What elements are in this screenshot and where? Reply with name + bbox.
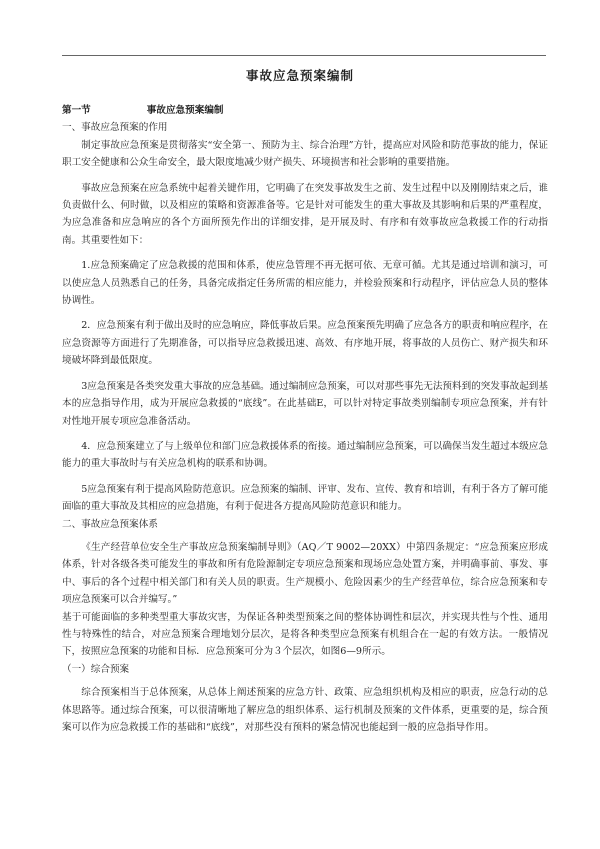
header-rule [62,55,546,56]
subheading-purpose: 一、事故应急预案的作用 [62,122,168,134]
list-item: 2．应急预案有利于做出及时的应急响应，降低事故后果。应急预案预先明确了应急各方的职责和响应程序，在应急资源等方面进行了先期准备，可以指导应急救援迅速、高效、有序地开展，将事故的人员伤亡、财产损失和环境破坏降到最低限度。 [62,320,548,367]
document-body [62,102,548,736]
subheading-comprehensive: （一）综合预案 [62,663,130,675]
list-item: 5应急预案有利于提高风险防范意识。应急预案的编制、评审、发布、宣传、教育和培训，有利于各方了解可能面临的重大事故及其相应的应急措施，有利于促进各方提高风险防范意识和能力。 [62,483,548,513]
section-number: 第一节 [62,105,91,116]
paragraph: 事故应急预案在应急系统中起着关键作用，它明确了在突发事故发生之前、发生过程中以及刚刚结束之后，谁负责做什么、何时做，以及相应的策略和资源准备等。它是针对可能发生的重大事故及其影响和后果的严重程度，为应急准备和应急响应的各个方面所预先作出的详细安排，是开展及时、有序和有效事故应急救援工作的行动指南。其重要性如下： [62,182,548,246]
section-name: 事故应急预案编制 [146,105,224,116]
paragraph: 《生产经营单位安全生产事故应急预案编制导则》（AQ／T 9002—20XX）中第四条规定：“应急预案应形成体系，针对各级各类可能发生的事故和所有危险源制定专项应急预案和现场应急处置方案，并明确事前、事发、事中、事后的各个过程中相关部门和有关人员的职责。生产规模小、危险因素少的生产经营单位，综合应急预案和专项应急预案可以合并编写。” [62,541,548,606]
list-item: 3应急预案是各类突发重大事故的应急基础。通过编制应急预案，可以对那些事先无法预料到的突发事故起到基本的应急指导作用，成为开展应急救援的“底线”。在此基础E，可以针对特定事故类别编制专项应急预案，并有针对性地开展专项应急准备活动。 [62,380,548,427]
list-item: 1.应急预案确定了应急救援的范围和体系，使应急管理不再无据可依、无章可循。尤其是通过培训和演习，可以使应急人员熟悉自己的任务，具备完成指定任务所需的相应能力，并检验预案和行动程序，评估应急人员的整体协调性。 [62,260,548,307]
list-item: 4．应急预案建立了与上级单位和部门应急救援体系的衔接。通过编制应急预案，可以确保当发生超过本级应急能力的重大事故时与有关应急机构的联系和协调。 [62,440,548,470]
paragraph: 基于可能面临的多种类型重大事故灾害，为保证各种类型预案之间的整体协调性和层次，并实现共性与个性、通用性与特殊性的结合，对应急预案合理地划分层次，是将各种类型应急预案有机组合在一起的有效方法。一般情况下，按照应急预案的功能和目标．应急预案可分为３个层次，如图6—9所示。 [62,611,548,658]
section-heading [62,102,548,119]
subheading-system: 二、事故应急预案体系 [62,518,158,530]
document-title: 事故应急预案编制 [245,68,354,83]
paragraph: 综合预案相当于总体预案，从总体上阐述预案的应急方针、政策、应急组织机构及相应的职责，应急行动的总体思路等。通过综合预案，可以很清晰地了解应急的组织体系、运行机制及预案的文件体系，更重要的是，综合预案可以作为应急救援工作的基础和“底线”，对那些没有预料的紧急情况也能起到一般的应急指导作用。 [62,687,548,733]
paragraph: 制定事故应急预案是贯彻落实“安全第一、预防为主、综合治理”方针，提高应对风险和防范事故的能力，保证职工安全健康和公众生命安全，最大限度地减少财产损失、环境损害和社会影响的重要措施。 [62,139,548,169]
